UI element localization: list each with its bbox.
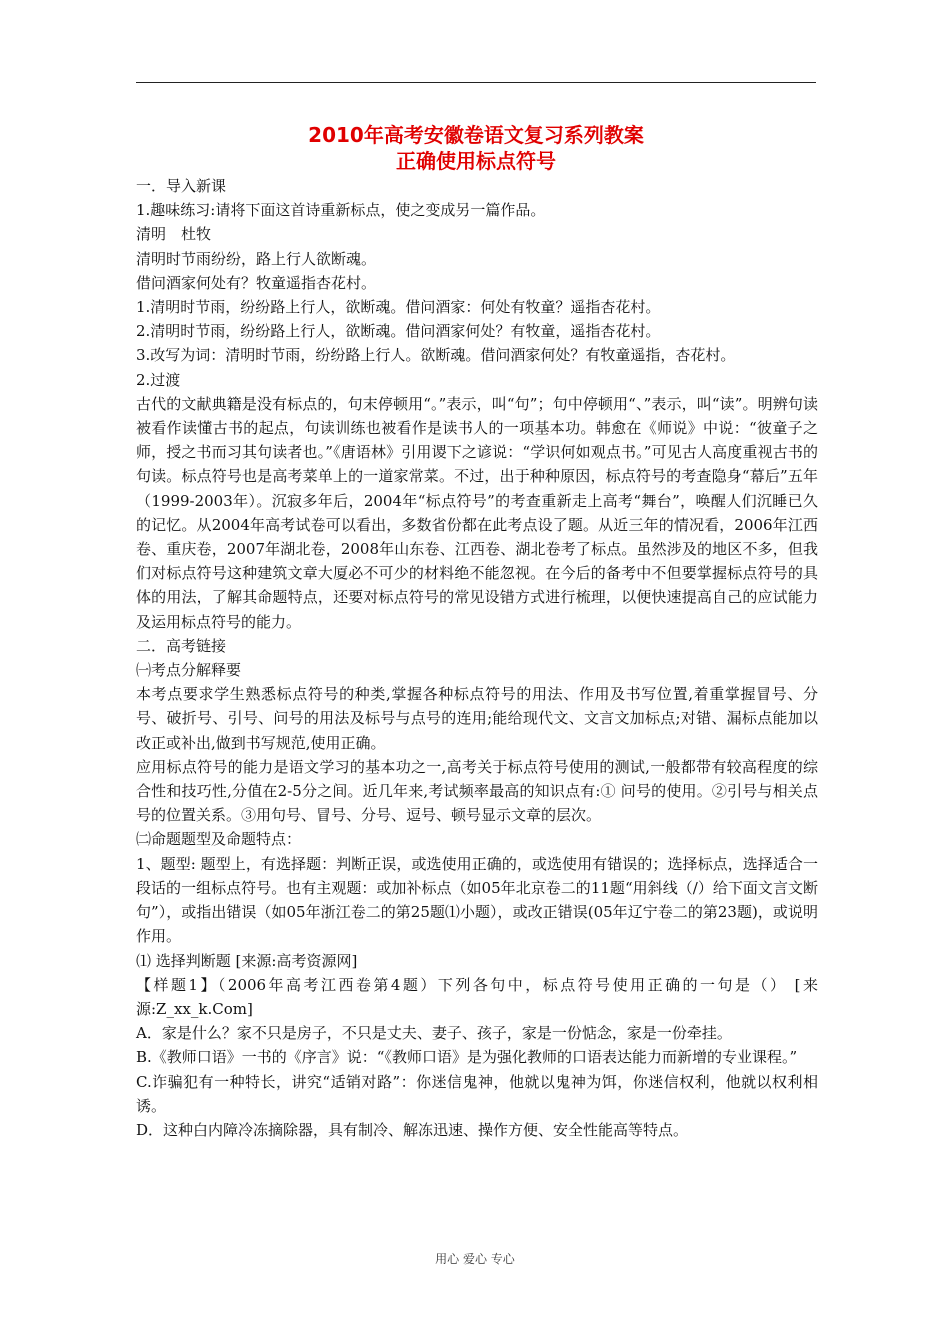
- subheading-transition: 2.过渡: [136, 370, 181, 389]
- title-line-2: 正确使用标点符号: [396, 149, 556, 173]
- sample-question: 【样题1】（2006年高考江西卷第4题）下列各句中，标点符号使用正确的一句是（） [来源:Z_xx_k.Com]: [136, 975, 818, 1018]
- answer-option: D．这种白内障冷冻摘除器，具有制冷、解冻迅速、操作方便、安全性能高等特点。: [136, 1120, 689, 1139]
- poem-line: 清明时节雨纷纷，路上行人欲断魂。: [136, 249, 377, 268]
- exercise-instruction: 1.趣味练习:请将下面这首诗重新标点，使之变成另一篇作品。: [136, 201, 546, 220]
- poem-line: 借问酒家何处有？牧童遥指杏花村。: [136, 273, 377, 292]
- subheading-choice-questions: ⑴ 选择判断题 [来源:高考资源网]: [136, 951, 358, 970]
- rewrite-option: 1.清明时节雨，纷纷路上行人，欲断魂。借问酒家：何处有牧童？遥指杏花村。: [136, 298, 661, 317]
- title-line-1: 2010年高考安徽卷语文复习系列教案: [308, 123, 644, 147]
- answer-option: B.《教师口语》一书的《序言》说：“《教师口语》是为强化教师的口语表达能力而新增的专业课程。”: [136, 1048, 798, 1067]
- page-footer: 用心 爱心 专心: [435, 1252, 515, 1266]
- rewrite-option: 2.清明时节雨，纷纷路上行人，欲断魂。借问酒家何处？有牧童，遥指杏花村。: [136, 322, 661, 341]
- subheading-question-types: ㈡命题题型及命题特点：: [136, 830, 302, 849]
- header-rule: [136, 82, 816, 83]
- paragraph: 本考点要求学生熟悉标点符号的种类,掌握各种标点符号的用法、作用及书写位置,着重掌握冒号、分号、破折号、引号、问号的用法及标号与点号的连用;能给现代文、文言文加标点;对错、漏标点能加以改正或补出,做到书写规范,使用正确。: [136, 685, 818, 752]
- answer-option: A．家是什么？家不只是房子，不只是丈夫、妻子、孩子，家是一份惦念，家是一份牵挂。: [136, 1024, 732, 1043]
- document-title: [136, 122, 816, 174]
- paragraph: 古代的文献典籍是没有标点的，句末停顿用“。”表示，叫“句”；句中停顿用“、”表示，叫“读”。明辨句读被看作读懂古书的起点，句读训练也被看作是读书人的一项基本功。韩愈在《师说》中说：“彼童子之师，授之书而习其句读者也。”《唐语林》引用谡下之谚说：“学识何如观点书。”可见古人高度重视古书的句读。标点符号也是高考菜单上的一道家常菜。不过，出于种种原因，标点符号的考查隐身“幕后”五年（1999-2003年）。沉寂多年后，2004年“标点符号”的考查重新走上高考“舞台”，唤醒人们沉睡已久的记忆。从2004年高考试卷可以看出，多数省份都在此考点设了题。从近三年的情况看，2006年江西卷、重庆卷，2007年湖北卷，2008年山东卷、江西卷、湖北卷考了标点。虽然涉及的地区不多，但我们对标点符号这种建筑文章大厦必不可少的材料绝不能忽视。在今后的备考中不但要掌握标点符号的具体的用法，了解其命题特点，还要对标点符号的常见设错方式进行梳理，以便快速提高自己的应试能力及运用标点符号的能力。: [136, 394, 818, 631]
- subheading-key-points: ㈠考点分解释要: [136, 661, 242, 680]
- rewrite-option: 3.改写为词：清明时节雨，纷纷路上行人。欲断魂。借问酒家何处？有牧童遥指，杏花村。: [136, 346, 736, 365]
- poem-title: 清明 杜牧: [136, 225, 212, 244]
- section-heading-intro: 一．导入新课: [136, 177, 227, 195]
- paragraph: 1、题型: 题型上，有选择题：判断正误，或选使用正确的，或选使用有错误的；选择标点，选择适合一段话的一组标点符号。也有主观题：或加补标点（如05年北京卷二的11题“用斜线（/）给下面文言文断句”），或指出错误（如05年浙江卷二的第25题⑴小题），或改正错误(05年辽宁卷二的第23题)，或说明作用。: [136, 854, 818, 946]
- paragraph: 应用标点符号的能力是语文学习的基本功之一,高考关于标点符号使用的测试,一般都带有较高程度的综合性和技巧性,分值在2-5分之间。近几年来,考试频率最高的知识点有:① 问号的使用。②引号与相关点号的位置关系。③用句号、冒号、分号、逗号、顿号显示文章的层次。: [136, 757, 818, 825]
- document-body: [136, 174, 818, 1142]
- answer-option: C.诈骗犯有一种特长，讲究“适销对路”：你迷信鬼神，他就以鬼神为饵，你迷信权利，他就以权利相诱。: [136, 1072, 818, 1115]
- section-heading-exam-link: 二．高考链接: [136, 636, 227, 655]
